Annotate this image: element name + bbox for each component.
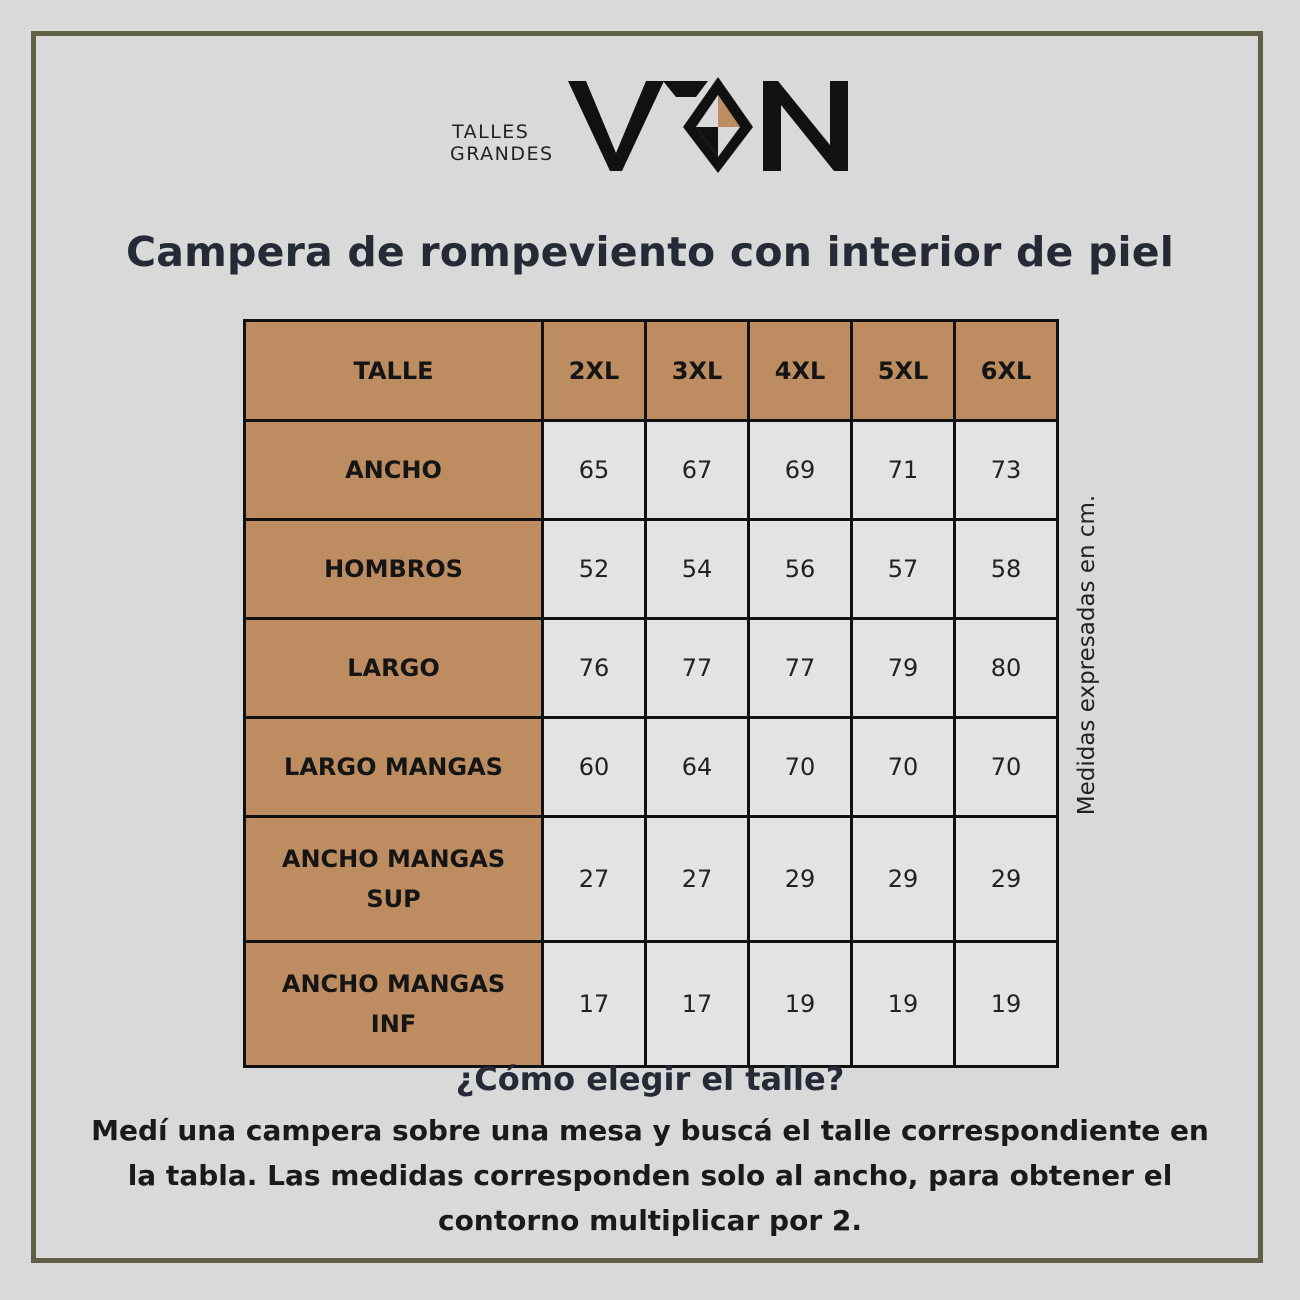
table-header-row [245, 321, 1058, 421]
table-cell: 19 [955, 942, 1058, 1067]
brand-logo [440, 75, 860, 175]
howto-paragraph: Medí una campera sobre una mesa y buscá el talle correspondiente en la tabla. Las medidas corresponden solo al ancho, para obtener el contorno multiplicar por 2. [91, 1114, 1209, 1237]
header-cell-talle: TALLE [245, 321, 543, 421]
header-cell-6xl: 6XL [955, 321, 1058, 421]
page-title: Campera de rompeviento con interior de piel [125, 228, 1175, 276]
table-cell: 52 [543, 520, 646, 619]
header-cell-5xl: 5XL [852, 321, 955, 421]
table-cell: 65 [543, 421, 646, 520]
size-chart-table [243, 319, 1059, 1068]
table-cell: 73 [955, 421, 1058, 520]
table-cell: 54 [646, 520, 749, 619]
table-cell: 29 [749, 817, 852, 942]
table-row [245, 817, 1058, 942]
table-cell: 67 [646, 421, 749, 520]
table-cell: 56 [749, 520, 852, 619]
table-cell: 64 [646, 718, 749, 817]
row-label: HOMBROS [245, 520, 543, 619]
table-row [245, 421, 1058, 520]
table-cell: 77 [646, 619, 749, 718]
table-cell: 58 [955, 520, 1058, 619]
units-note-text: Medidas expresadas en cm. [1074, 494, 1100, 816]
header-cell-2xl: 2XL [543, 321, 646, 421]
table-cell: 79 [852, 619, 955, 718]
row-label: ANCHO MANGAS INF [245, 942, 543, 1067]
row-label: ANCHO [245, 421, 543, 520]
table-cell: 76 [543, 619, 646, 718]
vron-wordmark-logo [568, 75, 853, 175]
row-label: LARGO [245, 619, 543, 718]
table-cell: 27 [543, 817, 646, 942]
table-cell: 19 [749, 942, 852, 1067]
table-cell: 80 [955, 619, 1058, 718]
table-row [245, 942, 1058, 1067]
table-cell: 71 [852, 421, 955, 520]
units-note [1057, 485, 1117, 825]
table-cell: 17 [543, 942, 646, 1067]
table-cell: 29 [955, 817, 1058, 942]
table-cell: 17 [646, 942, 749, 1067]
table-cell: 70 [852, 718, 955, 817]
logo-subtitle-line2: GRANDES [450, 143, 554, 165]
header-cell-3xl: 3XL [646, 321, 749, 421]
logo-subtitle-line1: TALLES [452, 121, 530, 143]
howto-heading: ¿Cómo elegir el talle? [455, 1060, 845, 1098]
table-row [245, 619, 1058, 718]
table-row [245, 718, 1058, 817]
table-cell: 70 [749, 718, 852, 817]
table-cell: 77 [749, 619, 852, 718]
table-cell: 29 [852, 817, 955, 942]
table-cell: 57 [852, 520, 955, 619]
row-label: ANCHO MANGAS SUP [245, 817, 543, 942]
table-cell: 19 [852, 942, 955, 1067]
header-cell-4xl: 4XL [749, 321, 852, 421]
row-label: LARGO MANGAS [245, 718, 543, 817]
table-cell: 70 [955, 718, 1058, 817]
table-cell: 27 [646, 817, 749, 942]
table-cell: 60 [543, 718, 646, 817]
table-cell: 69 [749, 421, 852, 520]
table-row [245, 520, 1058, 619]
